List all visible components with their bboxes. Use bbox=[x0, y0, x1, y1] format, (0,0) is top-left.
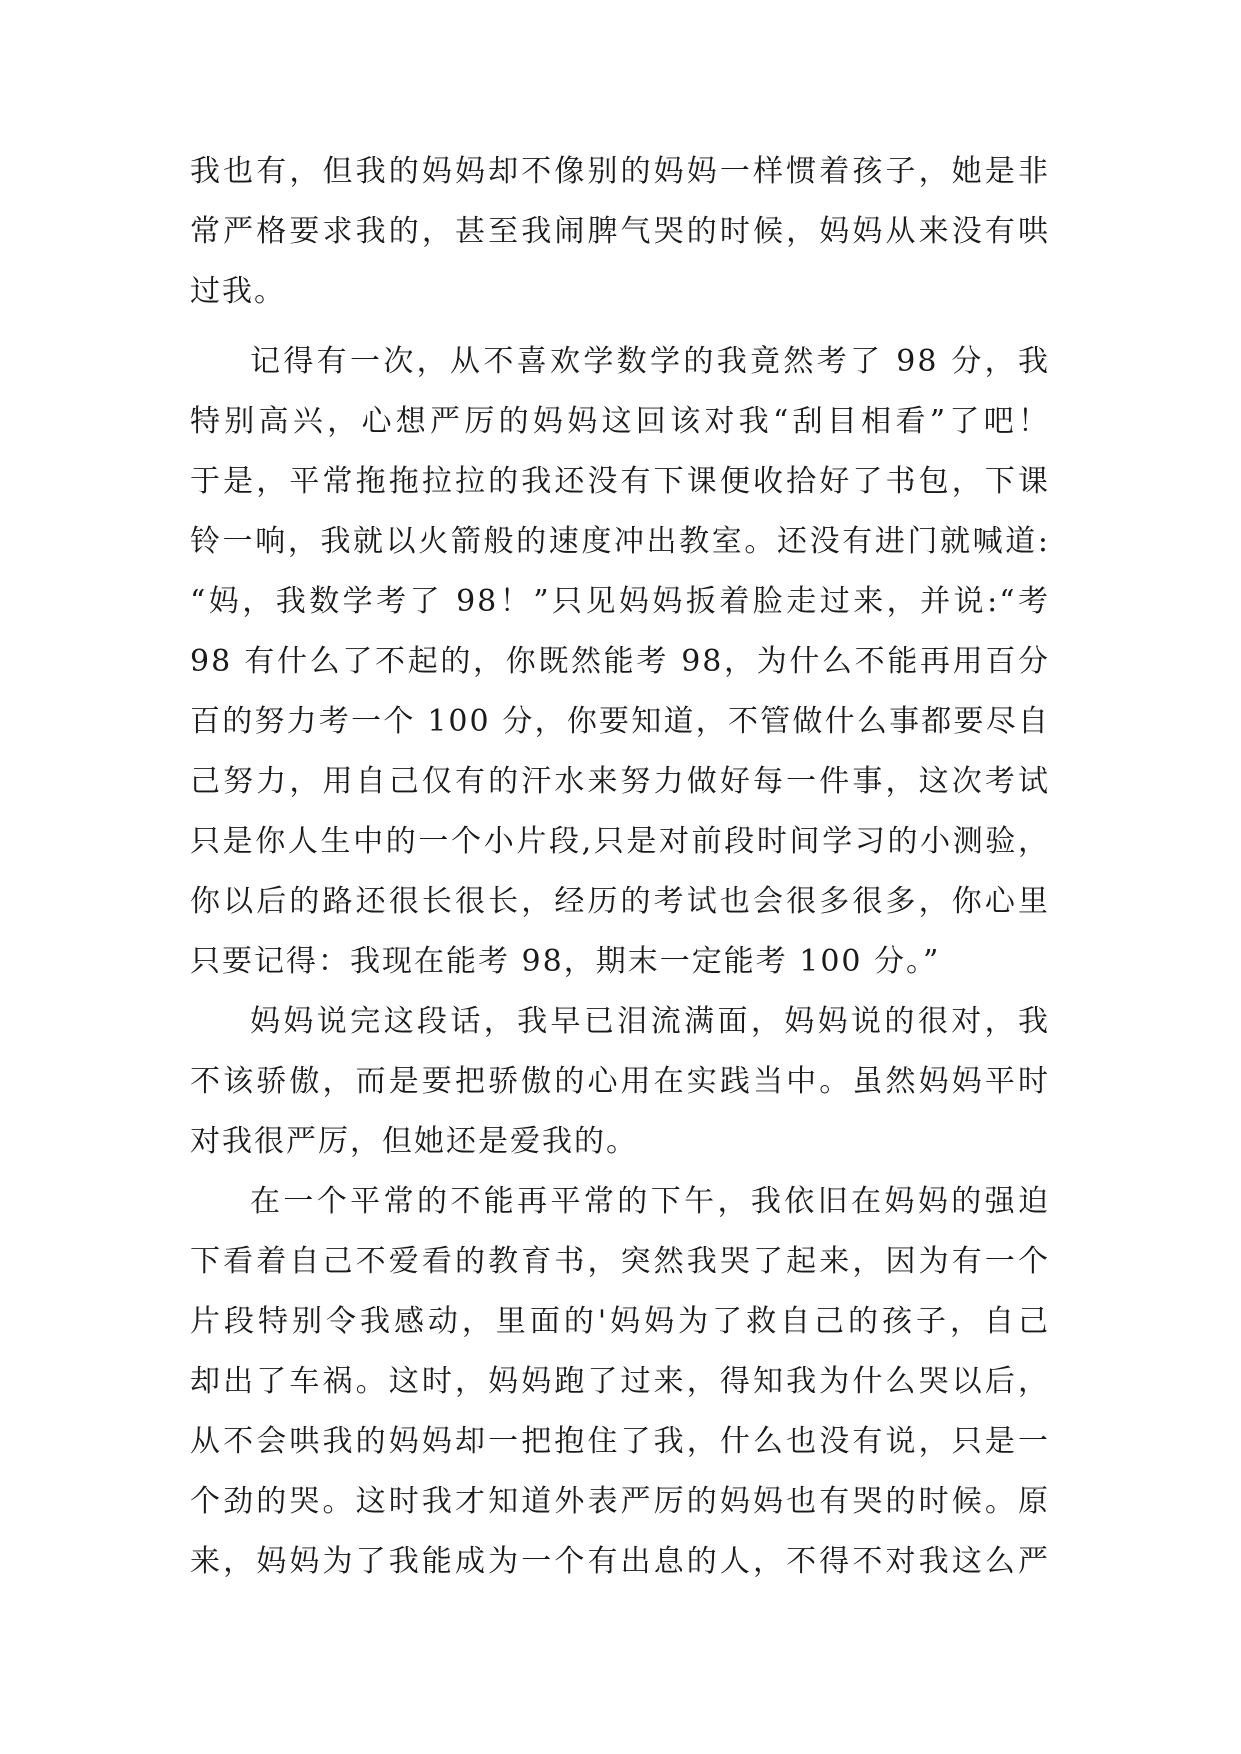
text-line: 我也有，但我的妈妈却不像别的妈妈一样惯着孩子，她是非 bbox=[190, 154, 1050, 189]
text-line: 你以后的路还很长很长，经历的考试也会很多很多，你心里 bbox=[190, 884, 1050, 919]
text-line: 于是，平常拖拖拉拉的我还没有下课便收拾好了书包，下课 bbox=[190, 464, 1050, 499]
text-line: 不该骄傲，而是要把骄傲的心用在实践当中。虽然妈妈平时 bbox=[190, 1064, 1050, 1099]
text-line: 只是你人生中的一个小片段,只是对前段时间学习的小测验， bbox=[190, 824, 1050, 859]
text-line: 百的努力考一个 100 分，你要知道，不管做什么事都要尽自 bbox=[190, 704, 1050, 739]
paragraph-start-line: 妈妈说完这段话，我早已泪流满面，妈妈说的很对，我 bbox=[250, 1004, 1050, 1039]
text-line: 特别高兴，心想严厉的妈妈这回该对我“刮目相看”了吧！ bbox=[190, 404, 1050, 439]
text-line: 来，妈妈为了我能成为一个有出息的人，不得不对我这么严 bbox=[190, 1544, 1050, 1579]
text-line: 只要记得：我现在能考 98，期末一定能考 100 分。” bbox=[190, 944, 941, 979]
text-line: 下看着自己不爱看的教育书，突然我哭了起来，因为有一个 bbox=[190, 1244, 1050, 1279]
text-line: 过我。 bbox=[190, 274, 286, 309]
text-line: 己努力，用自己仅有的汗水来努力做好每一件事，这次考试 bbox=[190, 764, 1050, 799]
text-line: 对我很严厉，但她还是爱我的。 bbox=[190, 1124, 638, 1159]
paragraph-start-line: 记得有一次，从不喜欢学数学的我竟然考了 98 分，我 bbox=[250, 344, 1050, 379]
text-line: “妈，我数学考了 98！”只见妈妈扳着脸走过来，并说:“考 bbox=[190, 584, 1050, 619]
text-line: 98 有什么了不起的，你既然能考 98，为什么不能再用百分 bbox=[190, 644, 1050, 679]
paragraph-start-line: 在一个平常的不能再平常的下午，我依旧在妈妈的强迫 bbox=[250, 1184, 1050, 1219]
text-line: 铃一响，我就以火箭般的速度冲出教室。还没有进门就喊道: bbox=[190, 524, 1050, 559]
text-line: 却出了车祸。这时，妈妈跑了过来，得知我为什么哭以后， bbox=[190, 1364, 1050, 1399]
text-line: 片段特别令我感动，里面的'妈妈为了救自己的孩子，自己 bbox=[190, 1304, 1050, 1339]
text-line: 从不会哄我的妈妈却一把抱住了我，什么也没有说，只是一 bbox=[190, 1424, 1050, 1459]
text-line: 个劲的哭。这时我才知道外表严厉的妈妈也有哭的时候。原 bbox=[190, 1484, 1050, 1519]
text-line: 常严格要求我的，甚至我闹脾气哭的时候，妈妈从来没有哄 bbox=[190, 214, 1050, 249]
